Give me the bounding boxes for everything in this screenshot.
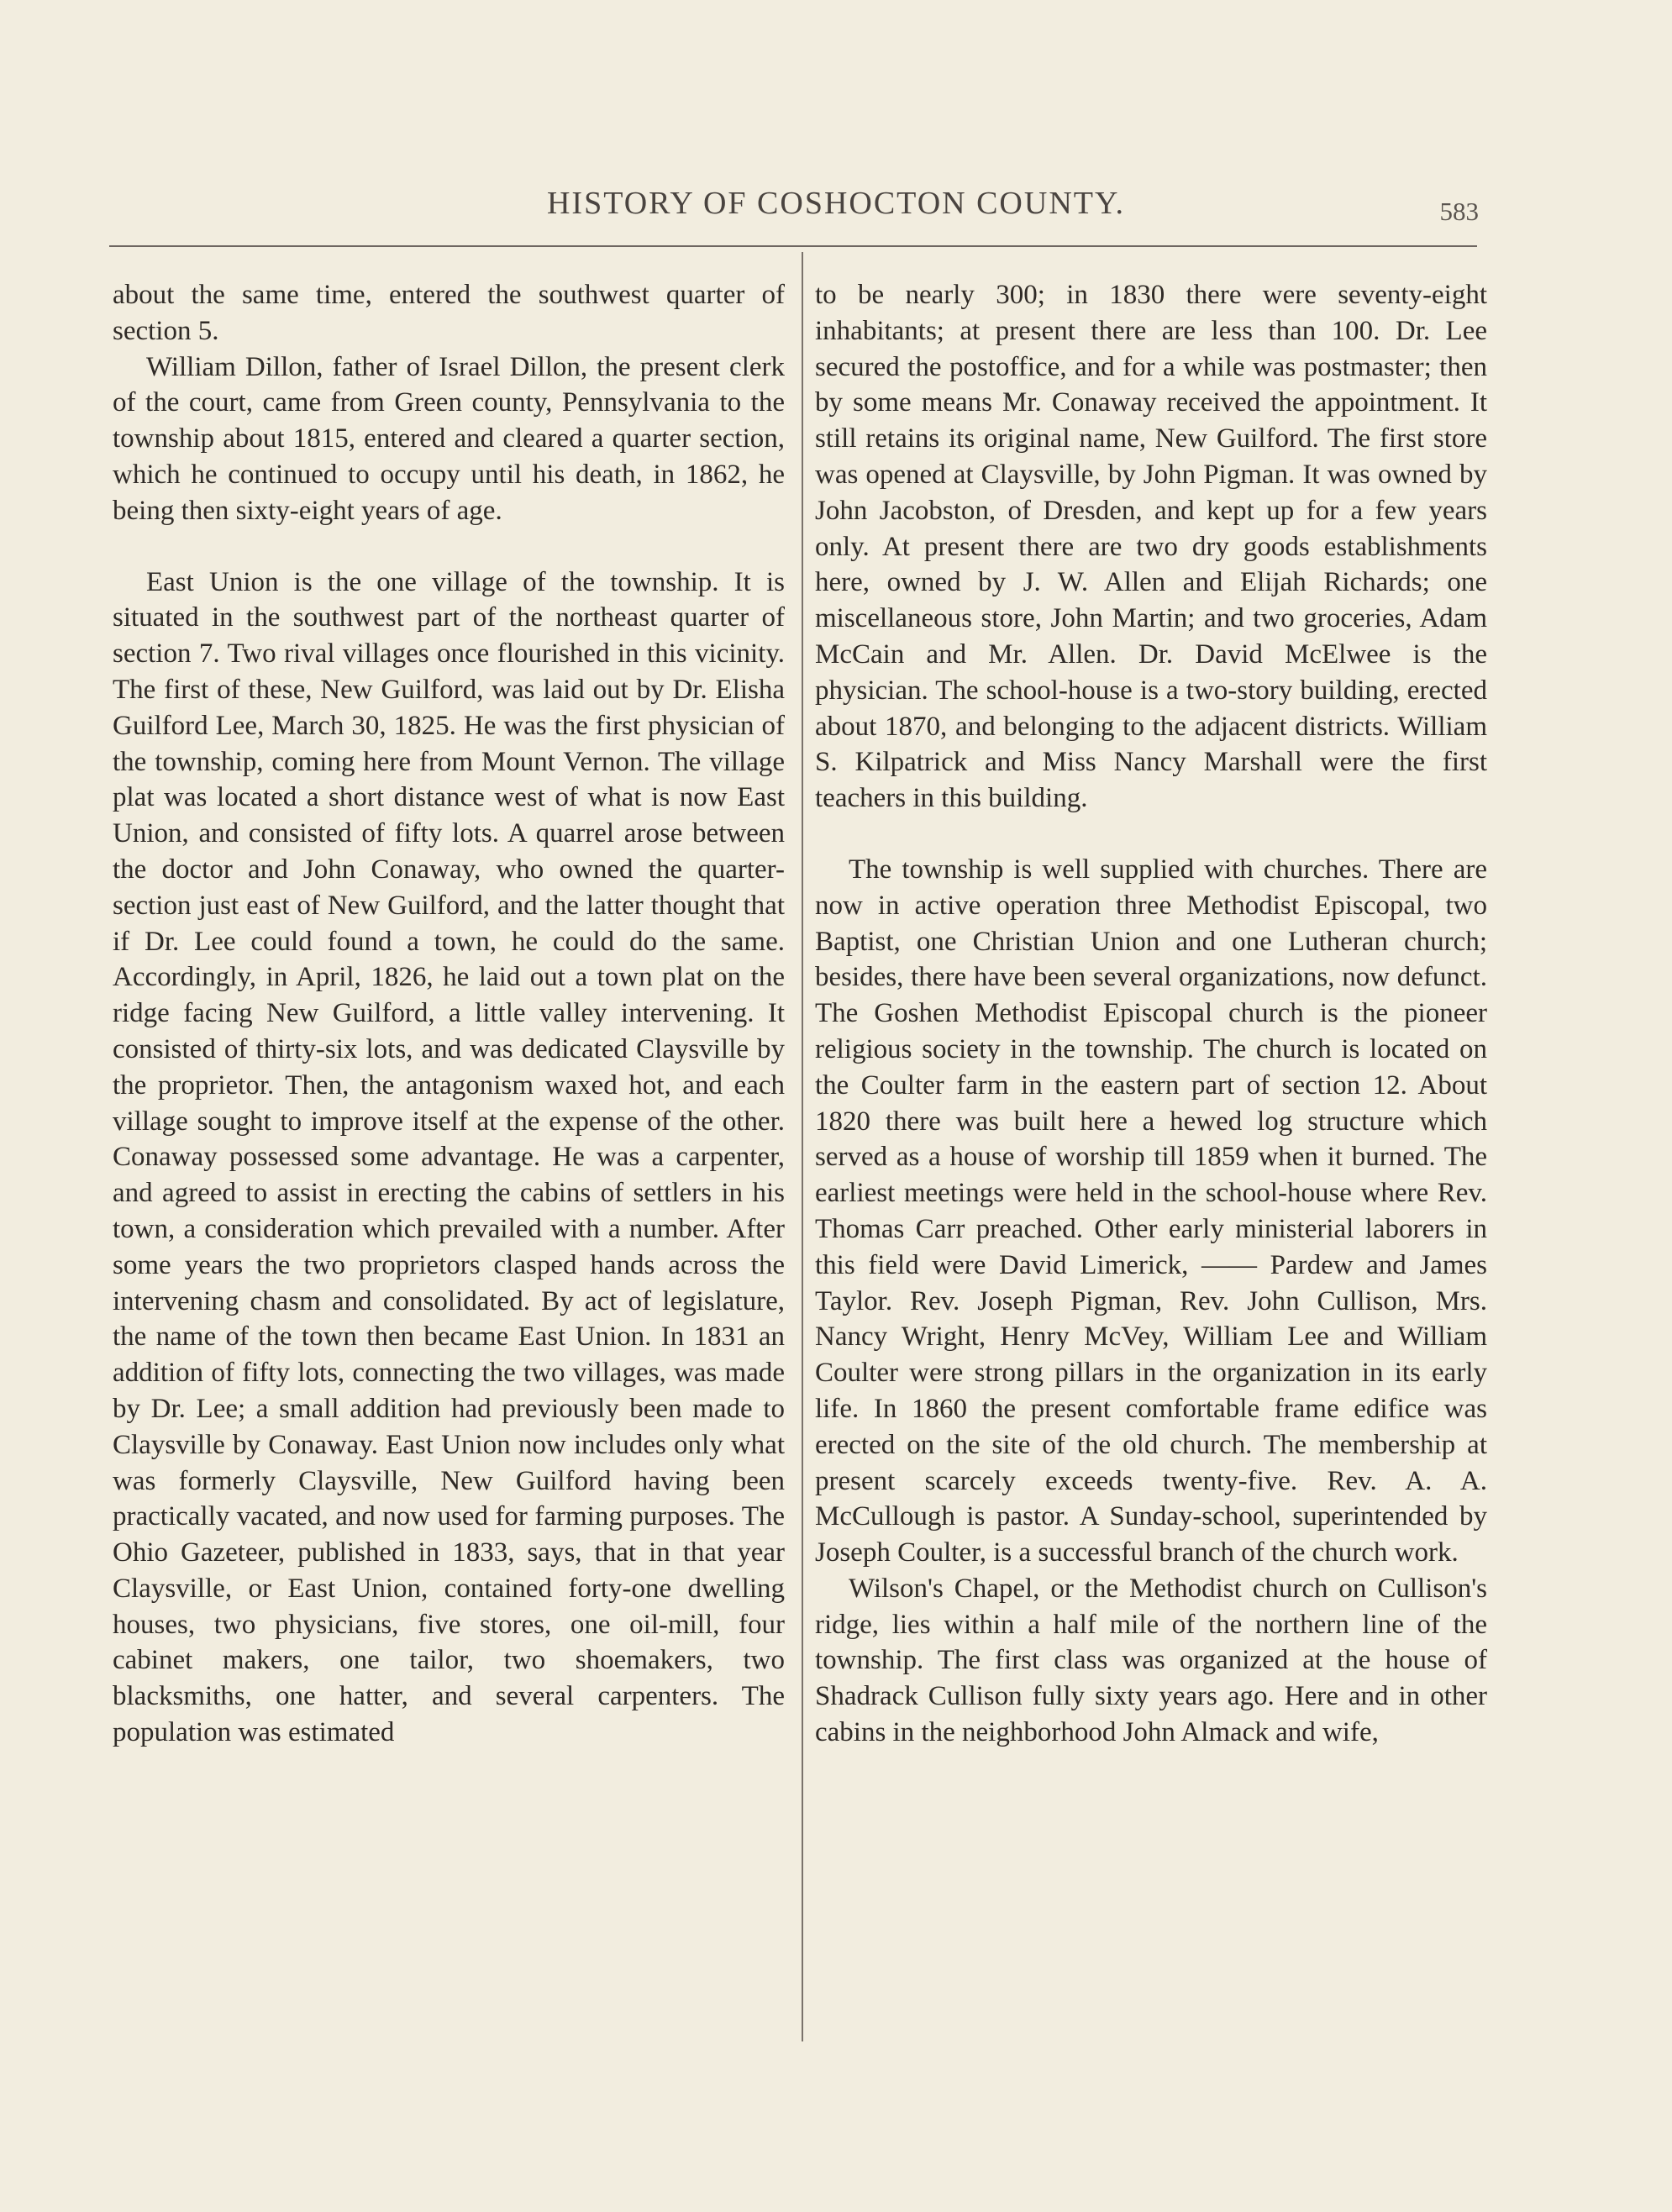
left-column: [113, 277, 785, 1751]
paragraph: about the same time, entered the southwest quarter of section 5.: [113, 280, 785, 346]
paragraph: East Union is the one village of the township. It is situated in the southwest part of the northeast quarter of section 7. Two rival villages once flourished in this vicinity. The first of these, New Guilford, was laid out by Dr. Elisha Guilford Lee, March 30, 1825. He was the first physician of the township, coming here from Mount Vernon. The village plat was located a short distance west of what is now East Union, and consisted of fifty lots. A quarrel arose between the doctor and John Conaway, who owned the quarter-section just east of New Guilford, and the latter thought that if Dr. Lee could found a town, he could do the same. Accordingly, in April, 1826, he laid out a town plat on the ridge facing New Guilford, a little valley intervening. It consisted of thirty-six lots, and was dedicated Claysville by the proprietor. Then, the antagonism waxed hot, and each village sought to improve itself at the expense of the other. Conaway possessed some advantage. He was a carpenter, and agreed to assist in erecting the cabins of settlers in his town, a consideration which prevailed with a number. After some years the two proprietors clasped hands across the intervening chasm and consolidated. By act of legislature, the name of the town then became East Union. In 1831 an addition of fifty lots, connecting the two villages, was made by Dr. Lee; a small addition had previously been made to Claysville by Conaway. East Union now includes only what was formerly Claysville, New Guilford having been practically vacated, and now used for farming purposes. The Ohio Gazeteer, published in 1833, says, that in that year Claysville, or East Union, contained forty-one dwelling houses, two physicians, five stores, one oil-mill, four cabinet makers, one tailor, two shoemakers, two blacksmiths, one hatter, and several carpenters. The population was estimated: [113, 566, 785, 1748]
paragraph: Wilson's Chapel, or the Methodist church on Cullison's ridge, lies within a half mile of the northern line of the township. The first class was organized at the house of Shadrack Cullison fully sixty years ago. Here and in other cabins in the neighborhood John Almack and wife,: [815, 1573, 1487, 1748]
right-column: [815, 277, 1487, 1751]
page-number: 583: [1439, 197, 1479, 226]
column-divider: [802, 252, 803, 2041]
paragraph: The township is well supplied with churches. There are now in active operation three Methodist Episcopal, two Baptist, one Christian Union and one Lutheran church; besides, there have been several organizations, now defunct. The Goshen Methodist Episcopal church is the pioneer religious society in the township. The church is located on the Coulter farm in the eastern part of section 12. About 1820 there was built here a hewed log structure which served as a house of worship till 1859 when it burned. The earliest meetings were held in the school-house where Rev. Thomas Carr preached. Other early ministerial laborers in this field were David Limerick, —— Pardew and James Taylor. Rev. Joseph Pigman, Rev. John Cullison, Mrs. Nancy Wright, Henry McVey, William Lee and William Coulter were strong pillars in the organization in its early life. In 1860 the present comfortable frame edifice was erected on the site of the old church. The membership at present scarcely exceeds twenty-five. Rev. A. A. McCullough is pastor. A Sunday-school, superintended by Joseph Coulter, is a successful branch of the church work.: [815, 854, 1487, 1568]
paragraph: William Dillon, father of Israel Dillon, the present clerk of the court, came from Green county, Pennsylvania to the township about 1815, entered and cleared a quarter section, which he continued to occupy until his death, in 1862, he being then sixty-eight years of age.: [113, 351, 785, 526]
paragraph: to be nearly 300; in 1830 there were seventy-eight inhabitants; at present there are less than 100. Dr. Lee secured the postoffice, and for a while was postmaster; then by some means Mr. Conaway received the appointment. It still retains its original name, New Guilford. The first store was opened at Claysville, by John Pigman. It was owned by John Jacobston, of Dresden, and kept up for a few years only. At present there are two dry goods establishments here, owned by J. W. Allen and Elijah Richards; one miscellaneous store, John Martin; and two groceries, Adam McCain and Mr. Allen. Dr. David McElwee is the physician. The school-house is a two-story building, erected about 1870, and belonging to the adjacent districts. William S. Kilpatrick and Miss Nancy Marshall were the first teachers in this building.: [815, 280, 1487, 814]
header-rule: [109, 245, 1477, 247]
running-head-title: HISTORY OF COSHOCTON COUNTY.: [546, 186, 1126, 221]
